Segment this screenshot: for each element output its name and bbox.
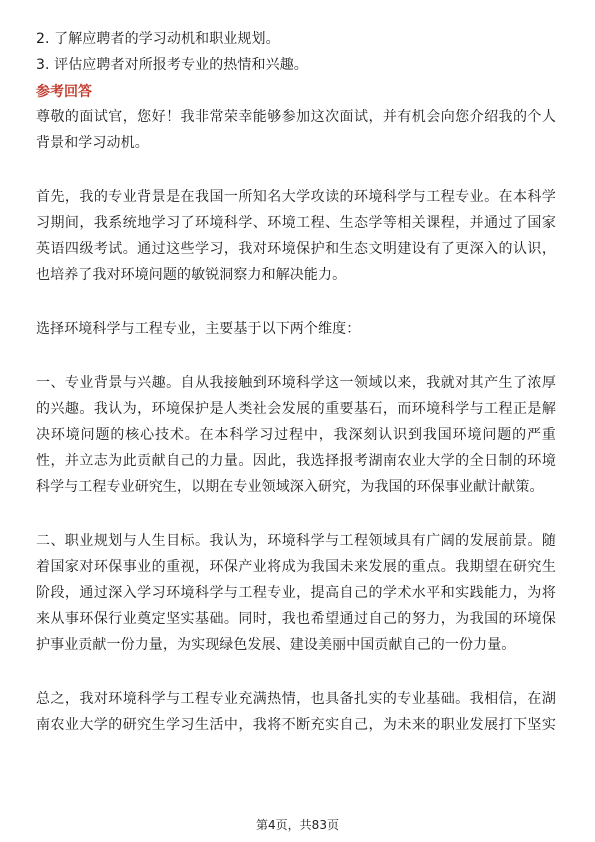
- answer-heading: 参考回答: [36, 84, 92, 100]
- paragraph-line: 尊敬的面试官，您好！我非常荣幸能够参加这次面试，并有机会向您介绍我的个人: [36, 109, 556, 125]
- paragraph-line: 性，并立志为此贡献自己的力量。因此，我选择报考湖南农业大学的全日制的环境: [36, 453, 556, 469]
- paragraph-line: 首先，我的专业背景是在我国一所知名大学攻读的环境科学与工程专业。在本科学: [36, 189, 556, 205]
- paragraph-line: 的兴趣。我认为，环境保护是人类社会发展的重要基石，而环境科学与工程正是解: [36, 401, 556, 417]
- paragraph-greeting: [36, 104, 556, 156]
- paragraph-line: 选择环境科学与工程专业，主要基于以下两个维度：: [36, 321, 361, 337]
- list-item: 3. 评估应聘者对所报考专业的热情和兴趣。: [36, 57, 308, 73]
- paragraph-dimensions-intro: [36, 316, 556, 342]
- paragraph-line: 一、专业背景与兴趣。自从我接触到环境科学这一领域以来，我就对其产生了浓厚: [36, 375, 556, 391]
- paragraph-line: 阶段，通过深入学习环境科学与工程专业，提高自己的学术水平和实践能力，为将: [36, 585, 556, 601]
- paragraph-background: [36, 184, 556, 288]
- paragraph-interest: [36, 370, 556, 500]
- paragraph-conclusion: [36, 686, 556, 738]
- paragraph-line: 英语四级考试。通过这些学习，我对环境保护和生态文明建设有了更深入的认识，: [36, 241, 556, 257]
- paragraph-line: 习期间，我系统地学习了环境科学、环境工程、生态学等相关课程，并通过了国家: [36, 215, 556, 231]
- paragraph-career: [36, 528, 556, 658]
- paragraph-line: 二、职业规划与人生目标。我认为，环境科学与工程领域具有广阔的发展前景。随: [36, 533, 556, 549]
- paragraph-line: 来从事环保行业奠定坚实基础。同时，我也希望通过自己的努力，为我国的环境保: [36, 611, 556, 627]
- paragraph-line: 南农业大学的研究生学习生活中，我将不断充实自己，为未来的职业发展打下坚实: [36, 717, 556, 733]
- paragraph-line: 总之，我对环境科学与工程专业充满热情，也具备扎实的专业基础。我相信，在湖: [36, 691, 556, 707]
- paragraph-gap: [36, 658, 556, 686]
- list-item: 2. 了解应聘者的学习动机和职业规划。: [36, 31, 280, 47]
- page-content: [36, 26, 556, 738]
- paragraph-line: 也培养了我对环境问题的敏锐洞察力和解决能力。: [36, 267, 347, 283]
- paragraph-gap: [36, 156, 556, 184]
- paragraph-gap: [36, 288, 556, 316]
- paragraph-line: 背景和学习动机。: [36, 135, 149, 151]
- paragraph-line: 科学与工程专业研究生，以期在专业领域深入研究，为我国的环保事业献计献策。: [36, 479, 544, 495]
- paragraph-gap: [36, 500, 556, 528]
- paragraph-gap: [36, 342, 556, 370]
- paragraph-line: 着国家对环保事业的重视，环保产业将成为我国未来发展的重点。我期望在研究生: [36, 559, 556, 575]
- paragraph-line: 护事业贡献一份力量，为实现绿色发展、建设美丽中国贡献自己的一份力量。: [36, 637, 516, 653]
- paragraph-line: 决环境问题的核心技术。在本科学习过程中，我深刻认识到我国环境问题的严重: [36, 427, 556, 443]
- page-number: 第4页，共83页: [256, 818, 339, 832]
